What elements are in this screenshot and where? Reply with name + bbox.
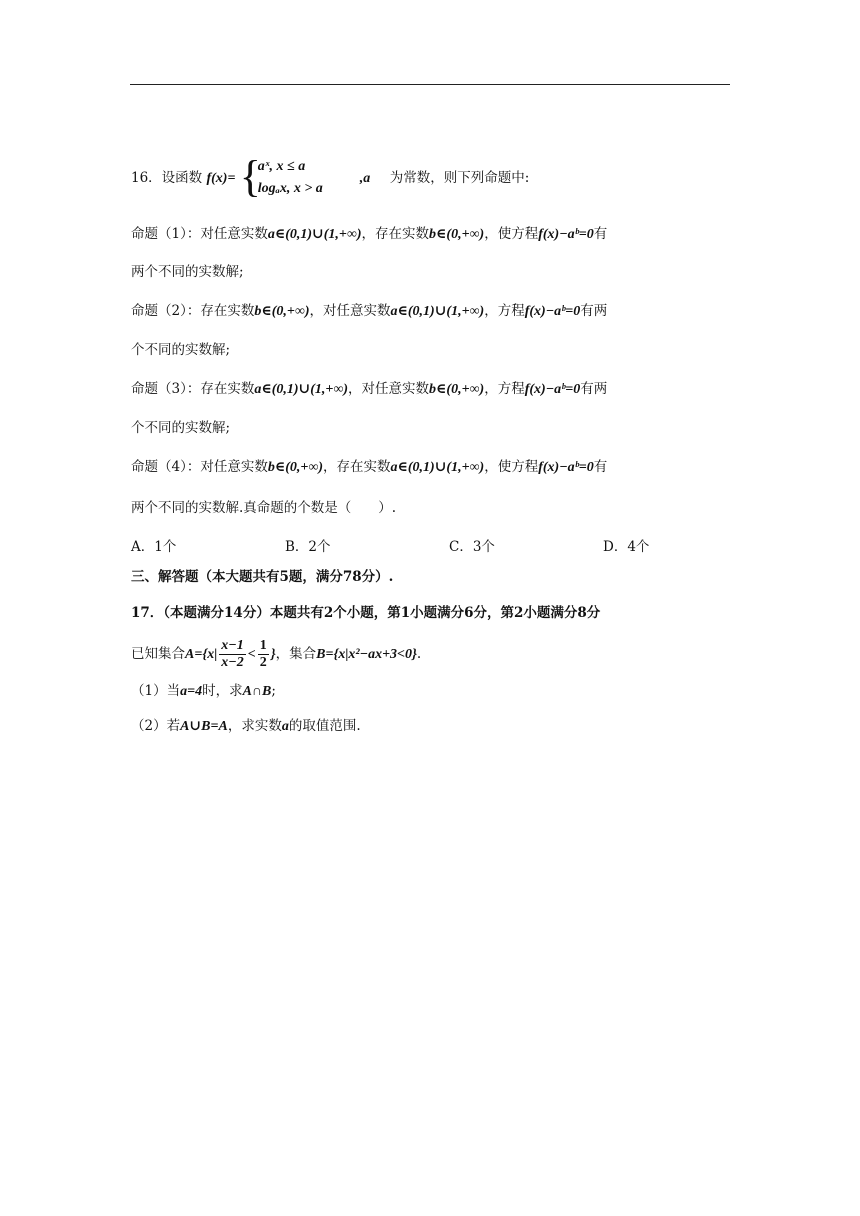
fraction-2 [258, 638, 269, 671]
p3-text-e: 个不同的实数解; [131, 420, 231, 436]
p4-text-c: ，使方程 [484, 459, 539, 475]
part1-math-2: A∩B [242, 684, 272, 699]
p1-text-c: ，使方程 [484, 226, 539, 242]
p4-text-e: 两个不同的实数解.真命题的个数是（ ）. [131, 500, 397, 516]
section-3-heading: 三、解答题（本大题共有5题，满分78分）. [131, 569, 394, 585]
p1-math-1: a∈(0,1)∪(1,+∞) [267, 227, 362, 242]
q16-fx: f(x)= [206, 171, 236, 186]
p4-math-1: b∈(0,+∞) [267, 460, 323, 475]
p2-math-3: f(x)−aᵇ=0 [524, 304, 581, 319]
q17-header: 17．（本题满分14分）本题共有2个小题，第1小题满分6分，第2小题满分8分 [131, 605, 601, 621]
proposition-3-line1 [131, 379, 607, 400]
p3-text-b: ，对任意实数 [348, 381, 430, 397]
p4-text-b: ，存在实数 [323, 459, 391, 475]
set-a-prefix: A={x| [185, 647, 218, 662]
p1-math-2: b∈(0,+∞) [429, 227, 485, 242]
proposition-1-line2 [131, 262, 244, 282]
proposition-2-line1 [131, 301, 607, 322]
option-d[interactable]: D．4个 [603, 539, 650, 555]
part2-math-2: a [281, 719, 289, 734]
part2-text-b: ，求实数 [227, 718, 282, 734]
less-than: < [247, 647, 256, 662]
set-a-suffix: } [270, 647, 276, 662]
p3-text-c: ，方程 [484, 381, 525, 397]
part2-text-a: （2）若 [131, 718, 181, 734]
fraction-1-denominator: x−2 [221, 655, 244, 670]
p3-text-d: 有两 [580, 381, 608, 397]
case-1: aˣ, x ≤ a [257, 158, 306, 174]
q17-part-2 [131, 716, 361, 737]
piecewise-function [239, 151, 390, 201]
p2-text-e: 个不同的实数解; [131, 342, 231, 358]
q17-given-text-a: 已知集合 [131, 646, 185, 662]
fraction-2-numerator: 1 [259, 638, 267, 653]
part2-text-c: 的取值范围. [288, 718, 361, 734]
q17-part-1 [131, 681, 276, 702]
p1-text-a: 命题（1）：对任意实数 [131, 226, 268, 242]
q17-given [131, 636, 421, 672]
p3-text-a: 命题（3）：存在实数 [131, 381, 255, 397]
proposition-3-line2 [131, 418, 230, 438]
q17-given-end: . [416, 646, 422, 662]
p3-math-2: b∈(0,+∞) [429, 382, 485, 397]
option-c[interactable]: C．3个 [449, 539, 495, 555]
p3-math-3: f(x)−aᵇ=0 [524, 382, 581, 397]
p4-text-d: 有 [593, 459, 608, 475]
p2-math-1: b∈(0,+∞) [254, 304, 310, 319]
p2-text-c: ，方程 [484, 303, 525, 319]
part2-math: A∪B=A [180, 719, 228, 734]
p2-text-d: 有两 [580, 303, 608, 319]
q16-stem [131, 151, 530, 201]
p1-math-3: f(x)−aᵇ=0 [538, 227, 594, 242]
p1-text-e: 两个不同的实数解; [131, 264, 244, 280]
option-a[interactable]: A．1个 [131, 539, 177, 555]
part1-math: a=4 [180, 684, 203, 699]
answer-options [131, 535, 731, 555]
set-b: B={x|x²−ax+3<0} [316, 647, 417, 662]
q17-given-text-b: ，集合 [275, 646, 317, 662]
proposition-1-line1 [131, 224, 607, 245]
left-brace: { [239, 151, 261, 201]
part1-text-c: ; [271, 683, 276, 699]
p4-math-2: a∈(0,1)∪(1,+∞) [390, 460, 485, 475]
p1-text-b: ，存在实数 [361, 226, 430, 242]
p4-math-3: f(x)−aᵇ=0 [538, 460, 594, 475]
case-2: logₐx, x > a [257, 180, 323, 196]
p2-math-2: a∈(0,1)∪(1,+∞) [390, 304, 485, 319]
proposition-2-line2 [131, 340, 230, 360]
p3-math-1: a∈(0,1)∪(1,+∞) [254, 382, 349, 397]
proposition-4-line1 [131, 457, 607, 478]
p1-text-d: 有 [593, 226, 608, 242]
proposition-4-line2 [131, 498, 396, 518]
p2-text-a: 命题（2）：存在实数 [131, 303, 255, 319]
fraction-1-numerator: x−1 [221, 638, 244, 653]
q16-prefix: 16．设函数 [131, 170, 203, 186]
option-b[interactable]: B．2个 [285, 539, 331, 555]
fraction-1 [219, 638, 245, 671]
p2-text-b: ，对任意实数 [309, 303, 391, 319]
tail-var: ,a [359, 170, 371, 186]
q16-tail-text: 为常数，则下列命题中: [389, 170, 530, 186]
part1-text-b: 时，求 [202, 683, 243, 699]
p4-text-a: 命题（4）：对任意实数 [131, 459, 268, 475]
fraction-2-denominator: 2 [259, 655, 267, 670]
part1-text-a: （1）当 [131, 683, 181, 699]
header-rule [130, 84, 730, 85]
